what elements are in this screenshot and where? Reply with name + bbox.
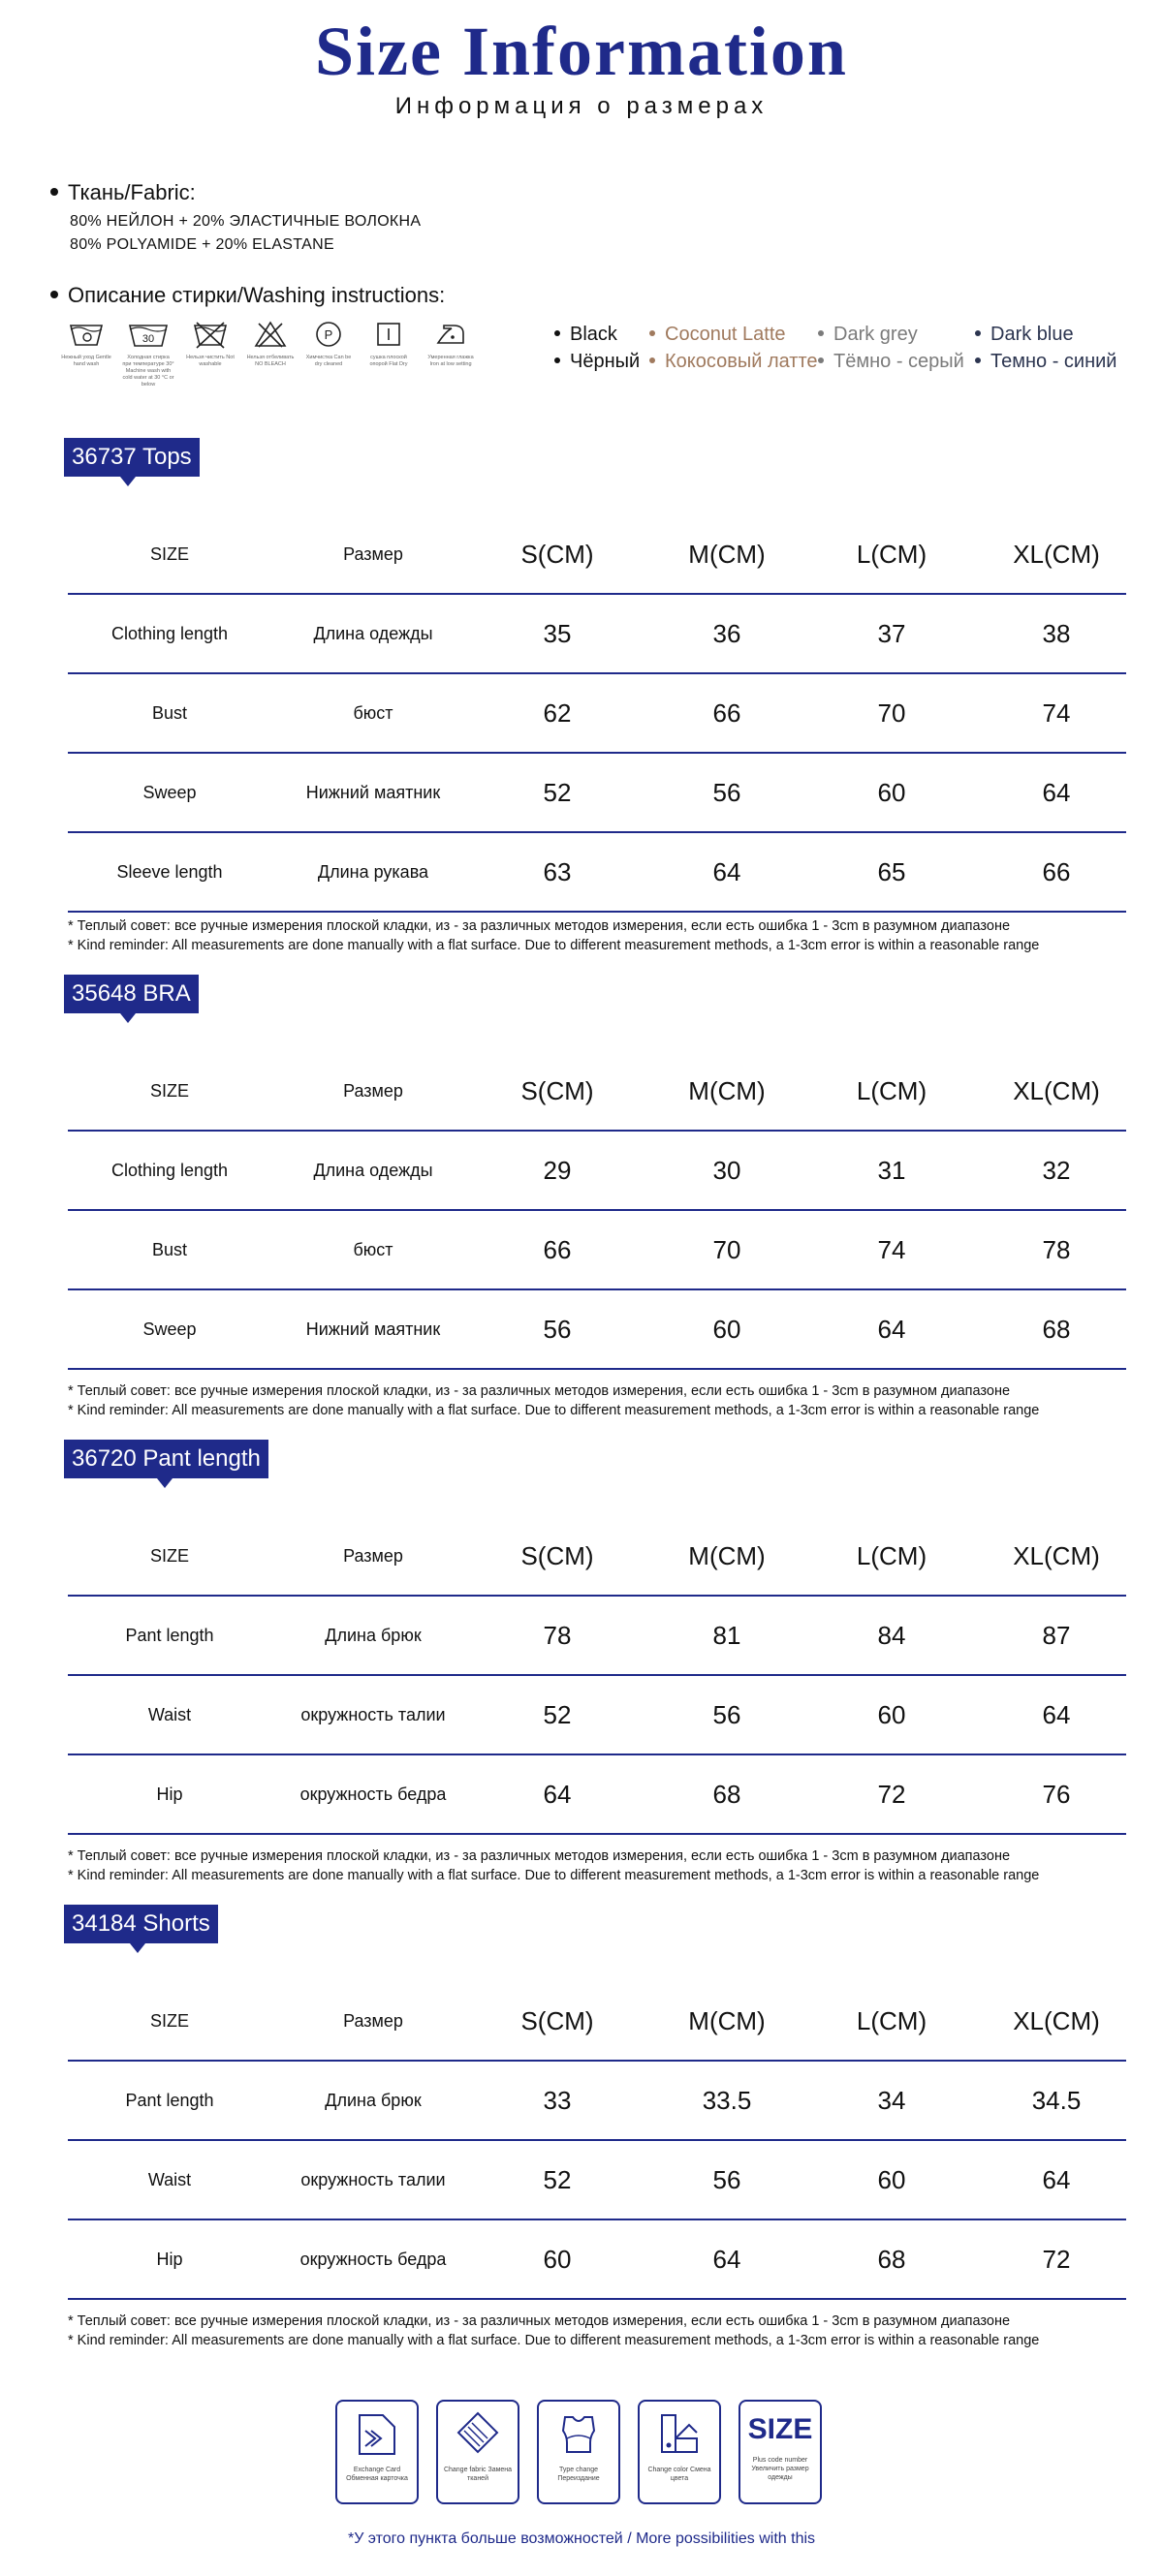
color-options	[554, 324, 1155, 382]
exchange-card-icon	[354, 2409, 400, 2460]
header-cell: XL(CM)	[1013, 1541, 1100, 1570]
table-cell: 66	[543, 1235, 572, 1264]
service-exchange-card	[335, 2400, 419, 2504]
table-cell: 66	[712, 698, 741, 728]
service-options	[335, 2400, 839, 2508]
no-bleach-icon	[253, 320, 288, 349]
table-header-row	[68, 1982, 1126, 2062]
table-row	[68, 754, 1126, 833]
header-cell: L(CM)	[856, 540, 927, 569]
table-cell: 34	[877, 2086, 906, 2115]
fabric-heading	[50, 180, 196, 205]
care-caption: Холодная стирка при температуре 30° Machine wash with cold water at 30 °C or below	[122, 355, 174, 388]
size-table-tops	[68, 515, 1126, 913]
color-dot	[818, 357, 824, 363]
table-cell: 29	[543, 1156, 572, 1185]
color-dot	[554, 357, 560, 363]
table-cell: 84	[877, 1621, 906, 1650]
footer-note: *У этого пункта больше возможностей / More possibilities with this	[347, 2530, 816, 2547]
table-row	[68, 1755, 1126, 1835]
color-option	[649, 324, 786, 346]
service-plus-size	[739, 2400, 822, 2504]
size-table-bra	[68, 1052, 1126, 1370]
svg-text:P: P	[324, 327, 333, 342]
measurement-note-ru: * Теплый совет: все ручные измерения плоской кладки, из - за различных методов измерения, если есть ошибка 1 - 3cm в разумном диапазоне	[68, 918, 1011, 934]
header-cell: S(CM)	[520, 540, 594, 569]
fabric-composition-en: 80% POLYAMIDE + 20% ELASTANE	[70, 236, 334, 253]
table-cell: Длина одежды	[313, 624, 433, 643]
table-cell: Bust	[151, 1240, 188, 1259]
header-cell: M(CM)	[688, 1541, 766, 1570]
header-cell: Размер	[343, 544, 403, 564]
service-caption: Exchange Card Обменная карточка	[346, 2467, 408, 2482]
color-dot	[554, 330, 560, 336]
care-item	[302, 320, 355, 368]
tag-pointer	[130, 1943, 145, 1953]
machine-wash-30-icon	[127, 320, 170, 349]
color-name-en: Coconut Latte	[665, 324, 786, 345]
color-dot	[818, 330, 824, 336]
header-cell: Размер	[343, 1546, 403, 1566]
table-cell: 64	[1042, 2165, 1071, 2194]
iron-low-icon	[432, 320, 469, 349]
section-tag-pants	[64, 1440, 268, 1478]
tag-pointer	[157, 1478, 173, 1488]
table-cell: окружность бедра	[299, 2250, 447, 2269]
care-item	[362, 320, 415, 368]
color-dot	[975, 330, 981, 336]
table-cell: 60	[877, 2165, 906, 2194]
color-name-en: Black	[570, 324, 617, 345]
color-option	[818, 324, 918, 346]
table-cell: 56	[712, 2165, 741, 2194]
section-tag-label: 36737 Tops	[72, 444, 192, 470]
table-cell: Sweep	[142, 1319, 197, 1339]
care-caption: Нежный уход Gentle hand wash	[61, 355, 111, 367]
service-change-color	[638, 2400, 721, 2504]
color-dot	[975, 357, 981, 363]
table-cell: 52	[543, 778, 572, 807]
table-row	[68, 1211, 1126, 1290]
color-option	[554, 351, 640, 373]
table-cell: 31	[877, 1156, 906, 1185]
header-cell: XL(CM)	[1013, 1076, 1100, 1105]
table-cell: 56	[712, 778, 741, 807]
section-tag-label: 35648 BRA	[72, 980, 191, 1007]
header-cell: M(CM)	[688, 1076, 766, 1105]
measurement-note-ru: * Теплый совет: все ручные измерения плоской кладки, из - за различных методов измерения, если есть ошибка 1 - 3cm в разумном диапазоне	[68, 2313, 1011, 2329]
table-cell: Hip	[156, 2250, 183, 2269]
dry-clean-p-icon	[313, 320, 344, 349]
table-cell: Waist	[147, 1705, 192, 1724]
color-name-en: Dark grey	[833, 324, 918, 345]
size-icon: SIZE	[747, 2413, 813, 2445]
color-name-ru: Кокосовый латте	[665, 351, 818, 372]
table-cell: 30	[712, 1156, 741, 1185]
service-change-fabric	[436, 2400, 519, 2504]
table-cell: 33	[543, 2086, 572, 2115]
table-row	[68, 833, 1126, 913]
change-color-icon	[656, 2409, 703, 2460]
header-cell: XL(CM)	[1013, 540, 1100, 569]
table-cell: 70	[712, 1235, 741, 1264]
table-cell: 60	[877, 778, 906, 807]
tag-pointer	[120, 477, 136, 486]
color-dot	[649, 357, 655, 363]
color-option	[649, 351, 818, 373]
table-cell: 64	[877, 1315, 906, 1344]
care-item	[424, 320, 477, 368]
fabric-composition-ru: 80% НЕЙЛОН + 20% ЭЛАСТИЧНЫЕ ВОЛОКНА	[70, 213, 422, 230]
size-table-shorts	[68, 1982, 1126, 2300]
table-cell: 87	[1042, 1621, 1071, 1650]
care-item	[244, 320, 297, 368]
table-cell: 78	[1042, 1235, 1071, 1264]
color-option	[975, 324, 1074, 346]
care-item	[184, 320, 236, 368]
table-row	[68, 2220, 1126, 2300]
page-title: Size Information	[315, 13, 848, 90]
header-cell: S(CM)	[520, 1541, 594, 1570]
table-cell: Длина одежды	[313, 1161, 433, 1180]
table-cell: 32	[1042, 1156, 1071, 1185]
washing-icons	[60, 320, 506, 397]
table-cell: Bust	[151, 703, 188, 723]
header-cell: M(CM)	[688, 2006, 766, 2035]
header-cell: Размер	[343, 1081, 403, 1101]
color-option	[818, 351, 964, 373]
header-cell: XL(CM)	[1013, 2006, 1100, 2035]
bullet-dot	[50, 188, 58, 196]
table-cell: 64	[712, 857, 741, 886]
table-header-row	[68, 1517, 1126, 1597]
hand-wash-icon	[67, 320, 106, 349]
color-option	[554, 324, 617, 346]
care-caption: Нельзя чистить Not washable	[186, 355, 235, 367]
svg-text:30: 30	[141, 333, 155, 345]
header-cell: S(CM)	[520, 1076, 594, 1105]
table-cell: 36	[712, 619, 741, 648]
table-header-row	[68, 515, 1126, 595]
table-cell: Длина рукава	[317, 862, 429, 882]
care-item	[122, 320, 174, 388]
tag-pointer	[120, 1013, 136, 1023]
table-cell: 37	[877, 619, 906, 648]
table-cell: 35	[543, 619, 572, 648]
table-row	[68, 2141, 1126, 2220]
table-row	[68, 1290, 1126, 1370]
service-caption: Change color Смена цвета	[647, 2467, 711, 2482]
table-cell: окружность талии	[300, 1705, 446, 1724]
service-caption: Type change Переиздание	[557, 2467, 600, 2482]
table-cell: 68	[877, 2245, 906, 2274]
color-option	[975, 351, 1116, 373]
table-cell: 81	[712, 1621, 741, 1650]
table-cell: Sweep	[142, 783, 197, 802]
header-cell: M(CM)	[688, 540, 766, 569]
header-cell: Размер	[343, 2011, 403, 2031]
table-cell: Clothing length	[110, 624, 229, 643]
line-dry-icon	[374, 320, 403, 349]
measurement-note-en: * Kind reminder: All measurements are done manually with a flat surface. Due to different measurement methods, a 1-3cm error is within a reasonable range	[68, 2333, 1040, 2348]
table-row	[68, 595, 1126, 674]
table-cell: Pant length	[125, 2091, 214, 2110]
washing-heading	[50, 283, 445, 308]
service-caption: Change fabric Замена тканей	[443, 2467, 513, 2482]
page-subtitle: Информация о размерах	[394, 93, 769, 119]
table-cell: окружность талии	[300, 2170, 446, 2189]
section-tag-label: 34184 Shorts	[72, 1910, 210, 1937]
table-cell: 60	[877, 1700, 906, 1729]
table-cell: 64	[1042, 778, 1071, 807]
measurement-note-ru: * Теплый совет: все ручные измерения плоской кладки, из - за различных методов измерения, если есть ошибка 1 - 3cm в разумном диапазоне	[68, 1383, 1011, 1399]
service-type-change	[537, 2400, 620, 2504]
table-cell: бюст	[353, 1240, 393, 1259]
table-cell: 66	[1042, 857, 1071, 886]
measurement-note-ru: * Теплый совет: все ручные измерения плоской кладки, из - за различных методов измерения, если есть ошибка 1 - 3cm в разумном диапазоне	[68, 1848, 1011, 1864]
measurement-note-en: * Kind reminder: All measurements are done manually with a flat surface. Due to different measurement methods, a 1-3cm error is within a reasonable range	[68, 1868, 1040, 1883]
table-cell: 60	[543, 2245, 572, 2274]
table-cell: 68	[1042, 1315, 1071, 1344]
table-cell: 72	[1042, 2245, 1071, 2274]
measurement-note-en: * Kind reminder: All measurements are done manually with a flat surface. Due to different measurement methods, a 1-3cm error is within a reasonable range	[68, 1403, 1040, 1418]
table-cell: Нижний маятник	[305, 1319, 441, 1339]
table-cell: 64	[1042, 1700, 1071, 1729]
table-cell: 56	[712, 1700, 741, 1729]
header-cell: SIZE	[149, 1546, 189, 1566]
fabric-label: Ткань/Fabric:	[68, 180, 196, 204]
washing-label: Описание стирки/Washing instructions:	[68, 283, 446, 307]
table-cell: 63	[543, 857, 572, 886]
table-cell: Длина брюк	[325, 2091, 422, 2110]
type-change-icon	[555, 2409, 602, 2460]
table-cell: 70	[877, 698, 906, 728]
header-cell: SIZE	[149, 2011, 189, 2031]
table-row	[68, 1676, 1126, 1755]
section-tag-shorts	[64, 1905, 218, 1943]
size-table-pants	[68, 1517, 1126, 1835]
header-cell: L(CM)	[856, 1541, 927, 1570]
header-cell: S(CM)	[520, 2006, 594, 2035]
table-cell: окружность бедра	[299, 1785, 447, 1804]
care-caption: Химчистка Can be dry cleaned	[305, 355, 352, 367]
table-cell: 38	[1042, 619, 1071, 648]
table-cell: Pant length	[125, 1626, 214, 1645]
table-cell: 76	[1042, 1780, 1071, 1809]
header-cell: L(CM)	[856, 2006, 927, 2035]
table-cell: Нижний маятник	[305, 783, 441, 802]
table-cell: 64	[712, 2245, 741, 2274]
table-cell: 52	[543, 2165, 572, 2194]
table-cell: 52	[543, 1700, 572, 1729]
table-cell: 62	[543, 698, 572, 728]
care-caption: Умеренная глажка Iron at low setting	[427, 355, 474, 367]
table-cell: бюст	[353, 703, 393, 723]
table-cell: 74	[1042, 698, 1071, 728]
section-tag-bra	[64, 975, 199, 1013]
table-cell: Waist	[147, 2170, 192, 2189]
no-tumble-dry-icon	[191, 320, 230, 349]
table-cell: 56	[543, 1315, 572, 1344]
header-cell: SIZE	[149, 544, 189, 564]
service-caption: Plus code number Увеличить размер одежды	[751, 2457, 809, 2481]
color-name-ru: Темно - синий	[990, 351, 1117, 372]
color-name-en: Dark blue	[990, 324, 1074, 345]
header-cell: SIZE	[149, 1081, 189, 1101]
table-cell: 64	[543, 1780, 572, 1809]
table-cell: 74	[877, 1235, 906, 1264]
change-fabric-icon	[455, 2409, 501, 2460]
table-cell: 72	[877, 1780, 906, 1809]
table-row	[68, 1597, 1126, 1676]
table-cell: 60	[712, 1315, 741, 1344]
table-row	[68, 1132, 1126, 1211]
care-caption: Нельзя отбеливать NO BLEACH	[246, 355, 295, 367]
table-cell: Hip	[156, 1785, 183, 1804]
color-dot	[649, 330, 655, 336]
table-row	[68, 674, 1126, 754]
section-tag-tops	[64, 438, 200, 477]
bullet-dot	[50, 291, 58, 298]
care-item	[60, 320, 112, 368]
table-cell: 34.5	[1031, 2086, 1082, 2115]
table-cell: 33.5	[702, 2086, 752, 2115]
table-cell: Clothing length	[110, 1161, 229, 1180]
table-cell: Sleeve length	[116, 862, 223, 882]
color-name-ru: Чёрный	[570, 351, 641, 372]
table-cell: 65	[877, 857, 906, 886]
section-tag-label: 36720 Pant length	[72, 1445, 261, 1472]
table-cell: Длина брюк	[325, 1626, 422, 1645]
care-caption: сушка плоской опорой Flat Dry	[369, 355, 408, 367]
table-cell: 78	[543, 1621, 572, 1650]
table-header-row	[68, 1052, 1126, 1132]
header-cell: L(CM)	[856, 1076, 927, 1105]
color-name-ru: Тёмно - серый	[833, 351, 964, 372]
table-cell: 68	[712, 1780, 741, 1809]
measurement-note-en: * Kind reminder: All measurements are done manually with a flat surface. Due to different measurement methods, a 1-3cm error is within a reasonable range	[68, 938, 1040, 953]
table-row	[68, 2062, 1126, 2141]
